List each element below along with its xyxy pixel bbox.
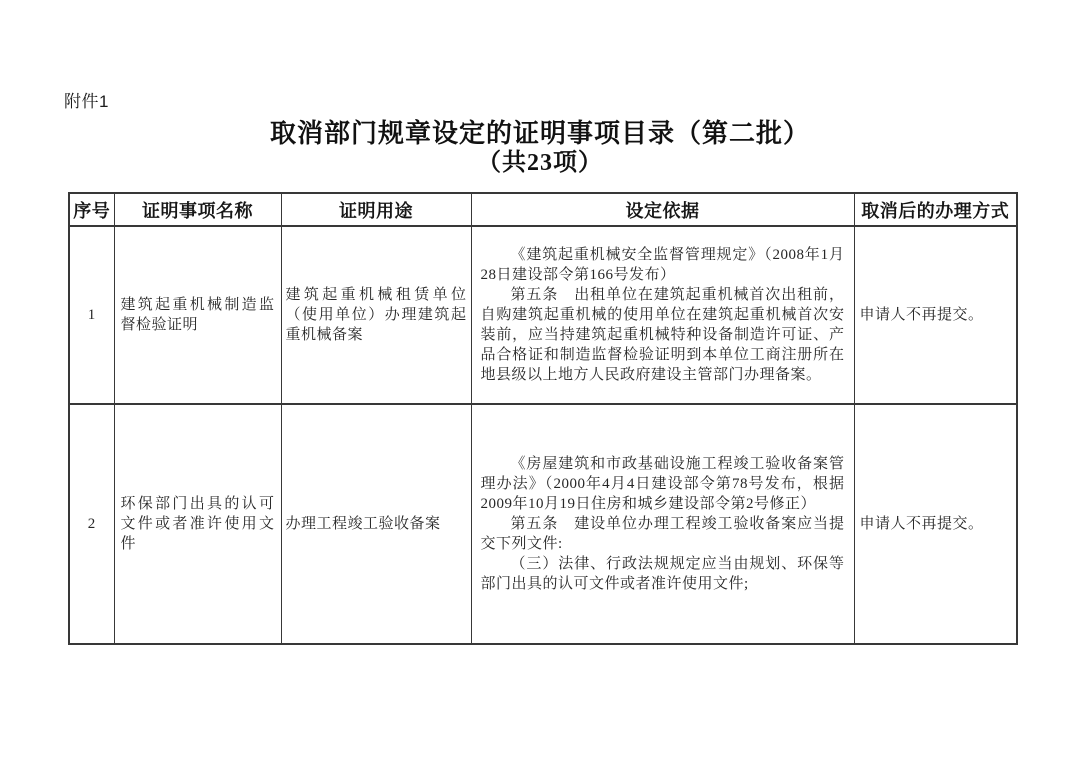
basis-cell xyxy=(471,226,854,404)
column-header-name: 证明事项名称 xyxy=(114,193,281,226)
catalog-table xyxy=(68,192,1018,645)
title-line-1: 取消部门规章设定的证明事项目录（第二批） xyxy=(269,119,810,148)
basis-paragraph: 《建筑起重机械安全监督管理规定》（2008年1月28日建设部令第166号发布） xyxy=(480,247,845,283)
table-row xyxy=(69,226,1017,404)
column-header-after-cancel: 取消后的办理方式 xyxy=(854,193,1017,226)
column-header-no: 序号 xyxy=(69,193,114,226)
basis-cell xyxy=(471,404,854,644)
document-title xyxy=(0,119,1080,177)
basis-paragraph: 《房屋建筑和市政基础设施工程竣工验收备案管理办法》（2000年4月4日建设部令第78号发布，根据2009年10月19日住房和城乡建设部令第2号修正） xyxy=(480,456,845,512)
column-header-basis: 设定依据 xyxy=(471,193,854,226)
attachment-label: 附件1 xyxy=(64,92,109,111)
row-number: 1 xyxy=(69,226,114,404)
after-cancel-cell: 申请人不再提交。 xyxy=(854,404,1017,644)
item-name-cell: 环保部门出具的认可文件或者准许使用文件 xyxy=(114,404,281,644)
column-header-purpose: 证明用途 xyxy=(281,193,471,226)
item-name-cell: 建筑起重机械制造监督检验证明 xyxy=(114,226,281,404)
purpose-cell: 办理工程竣工验收备案 xyxy=(281,404,471,644)
after-cancel-cell: 申请人不再提交。 xyxy=(854,226,1017,404)
table-row xyxy=(69,404,1017,644)
basis-paragraph: 第五条 建设单位办理工程竣工验收备案应当提交下列文件: xyxy=(480,516,845,552)
basis-paragraph: （三）法律、行政法规规定应当由规划、环保等部门出具的认可文件或者准许使用文件; xyxy=(480,556,845,592)
basis-paragraph: 第五条 出租单位在建筑起重机械首次出租前，自购建筑起重机械的使用单位在建筑起重机械首次安装前，应当持建筑起重机械特种设备制造许可证、产品合格证和制造监督检验证明到本单位工商注册所在地县级以上地方人民政府建设主管部门办理备案。 xyxy=(480,287,845,383)
row-number: 2 xyxy=(69,404,114,644)
table-header-row xyxy=(69,193,1017,226)
title-line-2: （共23项） xyxy=(477,150,603,176)
purpose-cell: 建筑起重机械租赁单位（使用单位）办理建筑起重机械备案 xyxy=(281,226,471,404)
